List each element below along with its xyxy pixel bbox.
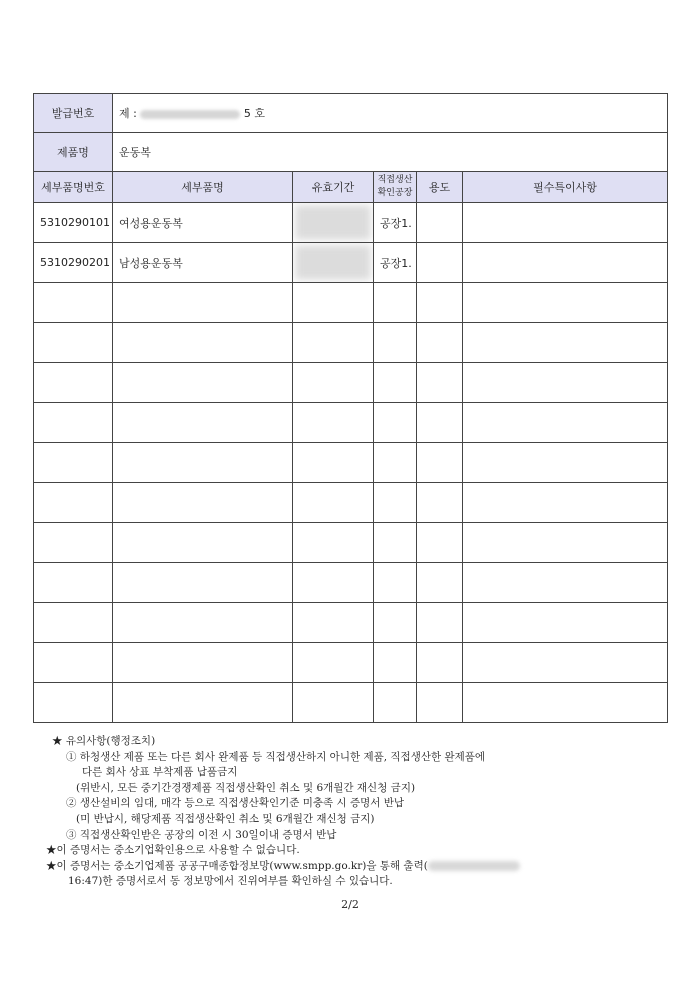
empty-row: [34, 683, 668, 723]
redacted-print-date: [428, 861, 520, 871]
issue-number-row: [34, 94, 668, 133]
row-detail-no: 5310290101: [34, 203, 113, 243]
notice-item-2: ② 생산설비의 임대, 매각 등으로 직접생산확인기준 미충족 시 증명서 반납: [66, 797, 405, 810]
col-factory: 직접생산 확인공장: [374, 172, 417, 203]
row-factory: 공장1.: [374, 243, 417, 283]
notice-item-2-penalty: (미 반납시, 해당제품 직접생산확인 취소 및 6개월간 재신청 금지): [76, 812, 375, 825]
redacted-valid-period: [293, 243, 374, 283]
row-notes: [463, 203, 668, 243]
row-detail-name: 남성용운동복: [113, 243, 293, 283]
product-name-row: [34, 133, 668, 172]
certificate-table: [33, 93, 668, 723]
redacted-valid-period: [293, 203, 374, 243]
row-factory: 공장1.: [374, 203, 417, 243]
row-notes: [463, 243, 668, 283]
notice-item-1-penalty: (위반시, 모든 중기간경쟁제품 직접생산확인 취소 및 6개월간 재신청 금지): [76, 781, 416, 794]
row-usage: [417, 203, 463, 243]
notice-star-2-cont: 16:47)한 증명서로서 동 정보망에서 진위여부를 확인하실 수 있습니다.: [68, 875, 393, 888]
notices-section: [46, 734, 672, 890]
notice-title: ★ 유의사항(행정조치): [52, 735, 156, 747]
empty-row: [34, 443, 668, 483]
row-detail-no: 5310290201: [34, 243, 113, 283]
notice-item-3: ③ 직접생산확인받은 공장의 이전 시 30일이내 증명서 반납: [66, 828, 337, 841]
col-valid-period: 유효기간: [293, 172, 374, 203]
empty-row: [34, 363, 668, 403]
redacted-issue-number: [140, 110, 240, 119]
notice-item-1: ① 하청생산 제품 또는 다른 회사 완제품 등 직접생산하지 아니한 제품, 직접생산한 완제품에: [66, 750, 486, 763]
empty-row: [34, 523, 668, 563]
column-header-row: [34, 172, 668, 203]
empty-row: [34, 403, 668, 443]
empty-row: [34, 283, 668, 323]
page-number: 2/2: [341, 898, 359, 911]
row-usage: [417, 243, 463, 283]
empty-row: [34, 323, 668, 363]
notice-star-2: ★이 증명서는 중소기업제품 공공구매종합정보망(www.smpp.go.kr)을 통해 출력(: [46, 859, 672, 875]
table-row: [34, 243, 668, 283]
empty-row: [34, 483, 668, 523]
table-row: [34, 203, 668, 243]
empty-row: [34, 643, 668, 683]
product-name-label: 제품명: [34, 133, 113, 172]
empty-row: [34, 563, 668, 603]
issue-number-value: 제 : 5 호: [113, 94, 668, 133]
col-usage: 용도: [417, 172, 463, 203]
issue-number-label: 발급번호: [34, 94, 113, 133]
row-detail-name: 여성용운동복: [113, 203, 293, 243]
col-detail-no: 세부품명번호: [34, 172, 113, 203]
notice-star-1: ★이 증명서는 중소기업확인용으로 사용할 수 없습니다.: [46, 844, 300, 857]
empty-row: [34, 603, 668, 643]
notice-item-1-cont: 다른 회사 상표 부착제품 납품금지: [82, 766, 238, 779]
col-notes: 필수특이사항: [463, 172, 668, 203]
col-detail-name: 세부품명: [113, 172, 293, 203]
product-name-value: 운동복: [113, 133, 668, 172]
